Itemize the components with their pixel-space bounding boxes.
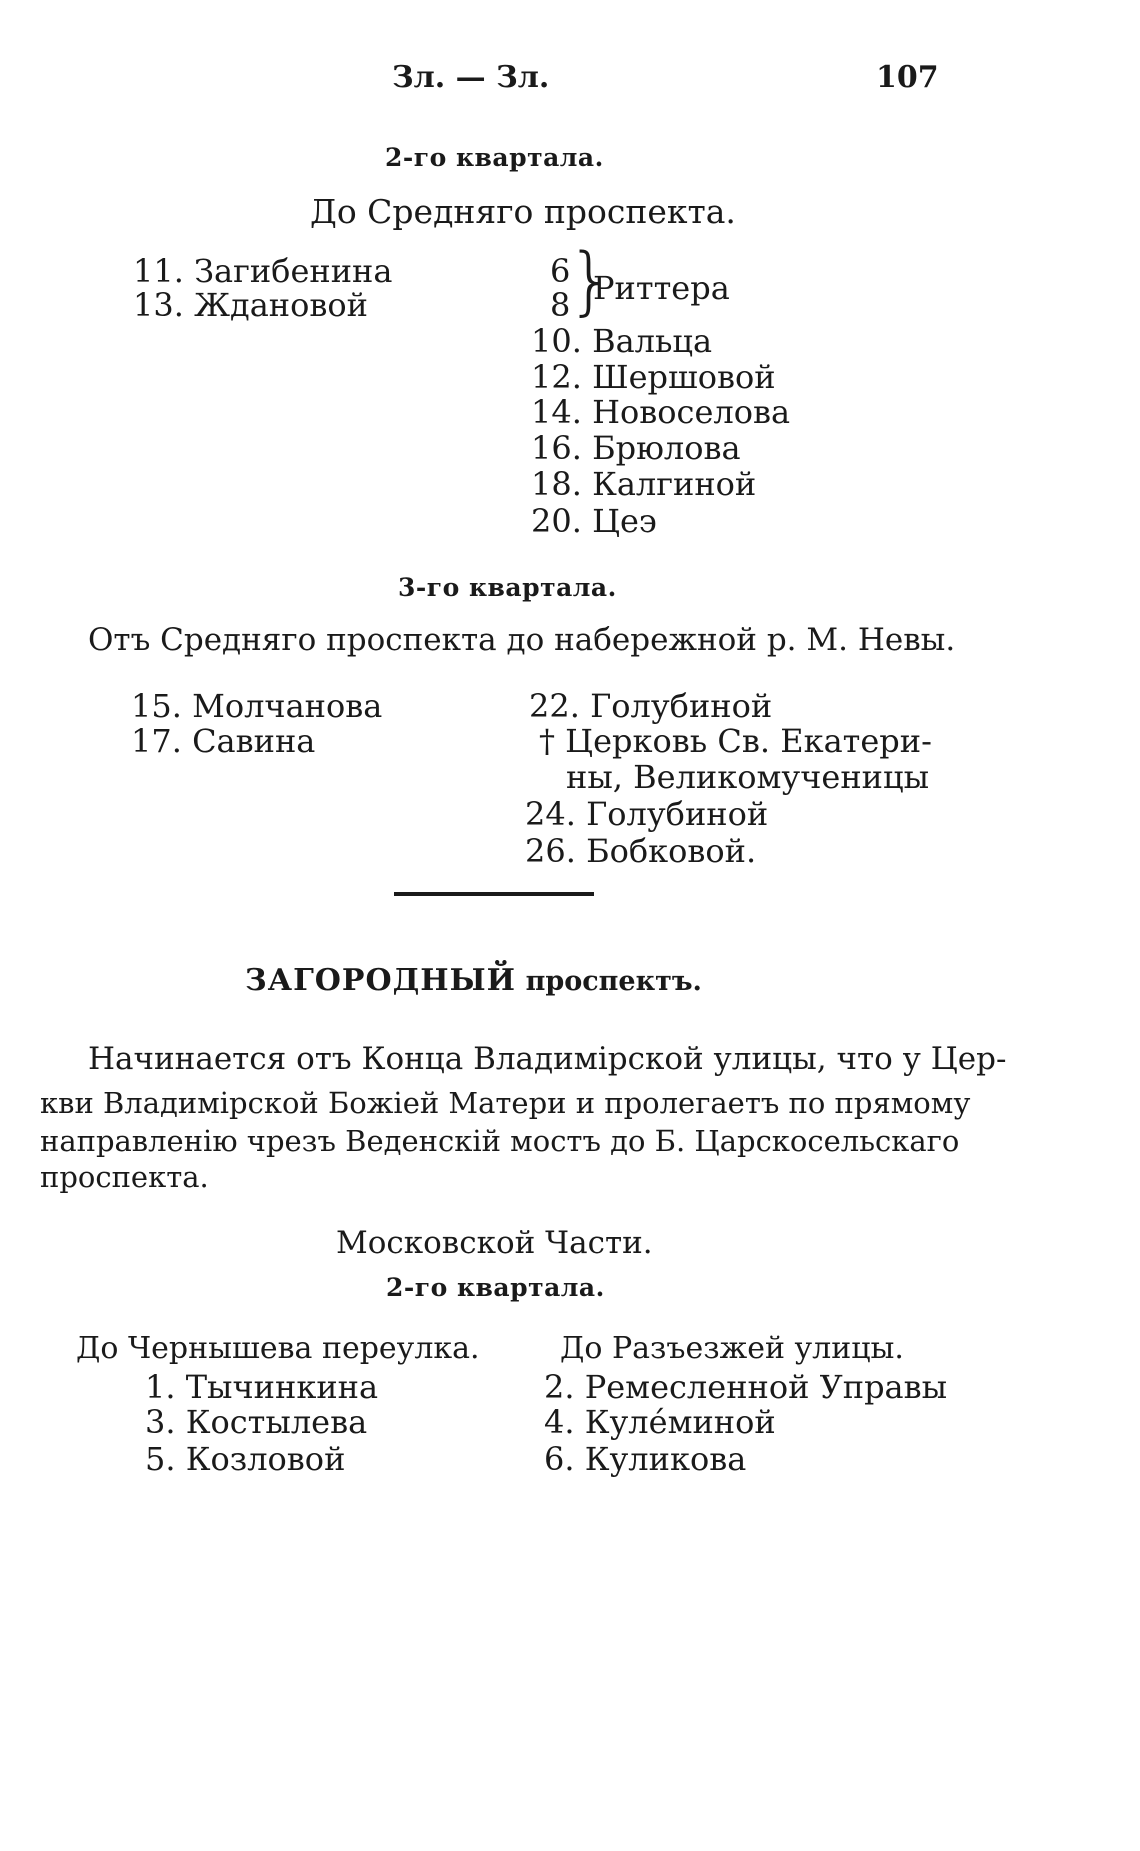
page-number: 107 [876,60,939,95]
column-heading: До Разъезжей улицы. [560,1331,904,1366]
list-item: 11. Загибенина [133,252,393,290]
list-item: 24. Голубиной [525,795,769,833]
list-item: 22. Голубиной [529,687,773,725]
street-name: ЗАГОРОДНЫЙ [245,963,517,998]
section-heading: Отъ Средняго проспекта до набережной р. М. Невы. [88,622,956,658]
list-item: 26. Бобковой. [525,832,757,870]
quarter-heading: 2-го квартала. [386,1273,605,1302]
running-head: Зл. — Зл. [392,60,550,95]
section-heading: До Средняго проспекта. [310,192,736,231]
list-item: 5. Козловой [145,1440,346,1478]
description-line: Начинается отъ Конца Владимірской улицы, что у Цер- [88,1041,1007,1077]
list-item: 18. Калгиной [531,465,757,503]
list-item: 4. Куле́миной [544,1403,776,1441]
list-item: 10. Вальца [531,322,713,360]
section-divider [394,892,594,896]
quarter-heading: 2-го квартала. [385,143,604,172]
list-item: 20. Цеэ [531,502,657,540]
column-heading: До Чернышева переулка. [76,1331,480,1366]
list-item: 17. Савина [131,722,316,760]
description-line: кви Владимірской Божіей Матери и пролегаетъ по прямому [40,1086,971,1120]
street-heading [245,963,702,998]
list-item: 13. Ждановой [133,286,368,324]
list-item-church: † Церковь Св. Екатери- [539,722,932,760]
list-item: 12. Шершовой [531,358,776,396]
description-line: направленію чрезъ Веденскій мостъ до Б. Царскосельскаго [40,1124,960,1158]
brace-symbol: } [567,238,615,324]
list-item: 2. Ремесленной Управы [544,1368,948,1406]
list-item: 16. Брюлова [531,429,741,467]
list-item: 3. Костылева [145,1403,368,1441]
list-item: 6. Куликова [544,1440,747,1478]
list-item: 14. Новоселова [531,393,791,431]
list-item: Риттера [593,269,730,307]
description-line: проспекта. [40,1160,209,1194]
list-item-continuation: ны, Великомученицы [566,758,930,796]
quarter-heading: 3-го квартала. [398,573,617,602]
list-item: 1. Тычинкина [145,1368,379,1406]
list-item: 15. Молчанова [131,687,383,725]
list-item-number: 6 [550,252,571,290]
list-item-number: 8 [550,286,571,324]
street-type: проспектъ. [525,966,702,997]
part-heading: Московской Части. [336,1225,653,1261]
